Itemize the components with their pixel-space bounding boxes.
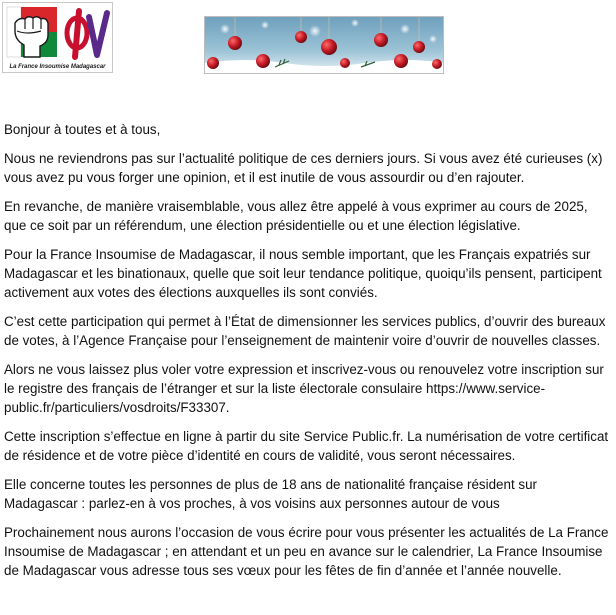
letter-paragraph: C’est cette participation qui permet à l’État de dimensionner les services publics, d’ouvrir des bureaux de votes, à l’Agence Française pour l’enseignement de maintenir voire d’ouvrir de nouvelles classes. (4, 314, 606, 348)
letter-paragraph: Elle concerne toutes les personnes de plus de 18 ans de nationalité française résident sur Madagascar : parlez-en à vos proches, à vos voisins aux personnes autour de vous (4, 477, 537, 511)
letter-paragraph: Alors ne vous laissez plus voler votre expression et inscrivez-vous ou renouvelez votre inscription sur le registre des français de l’étranger et sur la liste électorale consulaire https://www.service-public.fr/particuliers/vosdroits/F33307. (4, 362, 604, 415)
letter-paragraph: Prochainement nous aurons l’occasion de vous écrire pour vous présenter les actualités de La France Insoumise de Madagascar ; en attendant et un peu en avance sur le calendrier, La France Insoumise de Madagascar vous adresse tous ses vœux pour les fêtes de fin d’année et l’année nouvelle. (4, 525, 609, 578)
letter-body (4, 120, 612, 590)
letter-paragraph: En revanche, de manière vraisemblable, vous allez être appelé à vous exprimer au cours de 2025, que ce soit par un référendum, une élection présidentielle ou et une élection législative. (4, 199, 588, 233)
lfi-phi-icon (67, 11, 107, 57)
letter-paragraph: Cette inscription s’effectue en ligne à partir du site Service Public.fr. La numérisation de votre certificat de résidence et de votre pièce d’identité en cours de validité, vous seront nécessaires. (4, 429, 609, 463)
christmas-banner-image (204, 16, 444, 74)
lfi-madagascar-logo (2, 2, 113, 73)
letter-paragraph: Nous ne reviendrons pas sur l’actualité politique de ces derniers jours. Si vous avez été curieuses (x) vous avez pu vous forger une opinion, et il est inutile de vous assourdir ou d’en rajouter. (4, 151, 603, 185)
letter-paragraph: Pour la France Insoumise de Madagascar, il nous semble important, que les Français expatriés sur Madagascar et les binationaux, quelle que soit leur tendance politique, quoiqu’ils pensent, participent activement aux votes des élections auxquelles ils sont conviés. (4, 247, 602, 300)
letter-greeting: Bonjour à toutes et à tous, (4, 122, 161, 137)
logo-graphic (3, 3, 112, 65)
logo-caption: La France Insoumise Madagascar (9, 64, 106, 70)
